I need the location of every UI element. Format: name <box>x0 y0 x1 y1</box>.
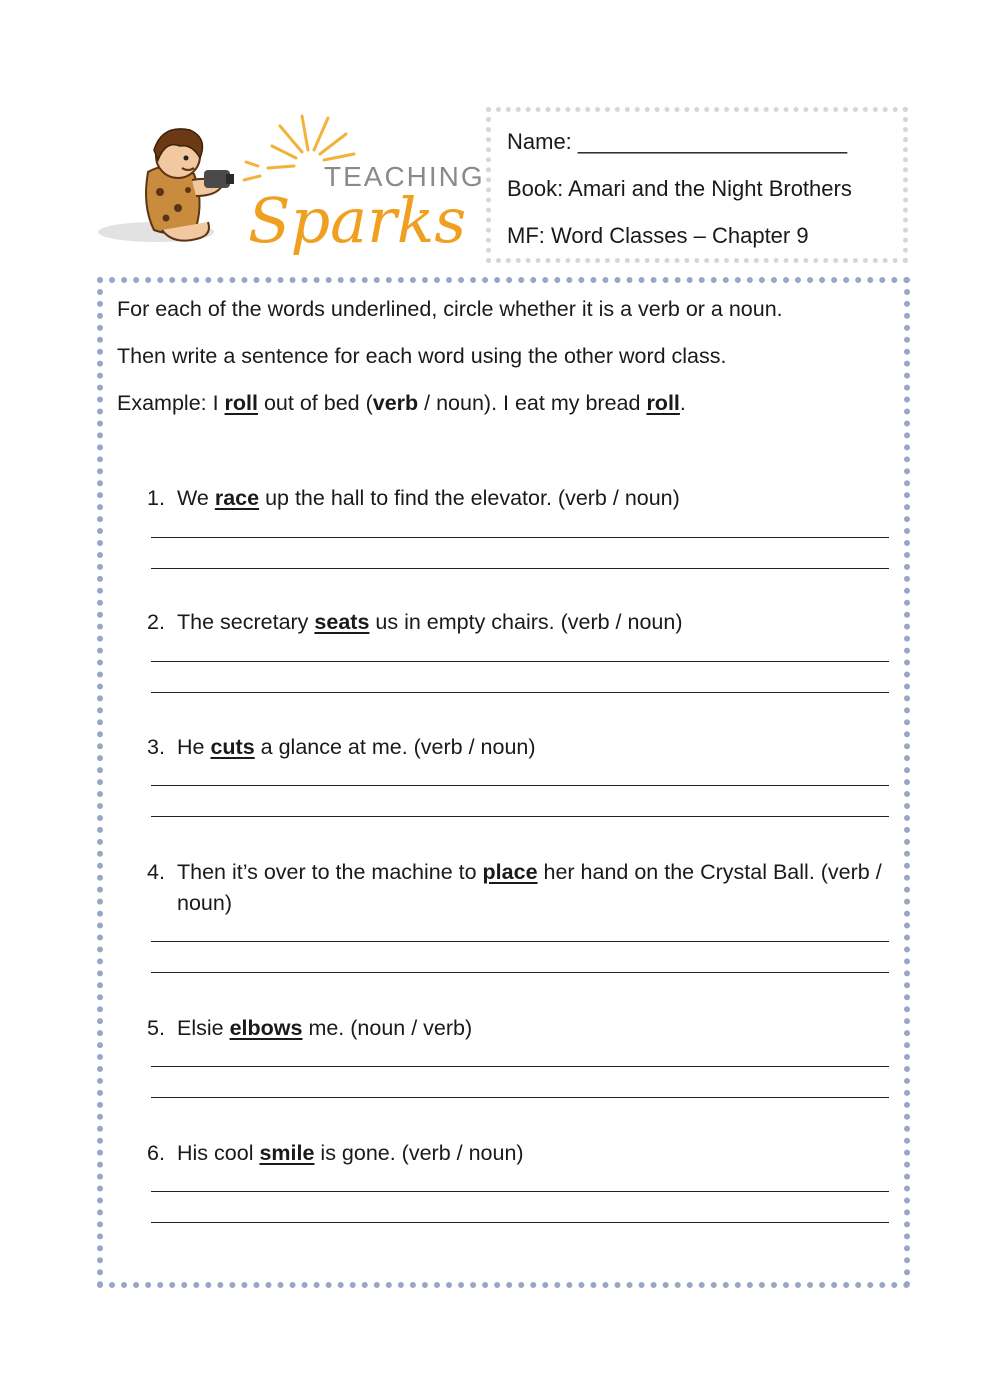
question-6 <box>147 1138 892 1169</box>
name-line <box>507 126 903 173</box>
example-bold-verb: verb <box>372 391 419 415</box>
instruction-line-2: Then write a sentence for each word using the other word class. <box>117 344 727 368</box>
teaching-sparks-logo <box>96 110 485 260</box>
question-keyword: elbows <box>229 1016 303 1040</box>
question-text-post: me. (noun / verb) <box>302 1016 473 1040</box>
example-keyword-2: roll <box>646 391 680 415</box>
question-text-pre: Then it’s over to the machine to <box>177 860 483 884</box>
question-text <box>177 483 892 514</box>
name-field[interactable]: ______________________ <box>577 129 848 154</box>
example-text-4: . <box>679 391 686 415</box>
question-text-post: us in empty chairs. (verb / noun) <box>369 610 683 634</box>
book-line: Book: Amari and the Night Brothers <box>507 176 852 201</box>
answer-line[interactable] <box>151 537 889 538</box>
mf-line: MF: Word Classes – Chapter 9 <box>507 223 809 248</box>
logo-teaching-text: TEACHING <box>324 161 485 192</box>
question-text-post: is gone. (verb / noun) <box>314 1141 524 1165</box>
question-number: 3. <box>147 735 165 759</box>
answer-line[interactable] <box>151 1191 889 1192</box>
question-keyword: cuts <box>210 735 255 759</box>
logo-graphic <box>96 110 485 260</box>
example-keyword-1: roll <box>224 391 258 415</box>
answer-line[interactable] <box>151 661 889 662</box>
question-text-pre: His cool <box>177 1141 260 1165</box>
answer-line[interactable] <box>151 1066 889 1067</box>
question-text <box>177 1013 892 1044</box>
question-number: 4. <box>147 860 165 884</box>
example-text-3: / noun). I eat my bread <box>418 391 647 415</box>
instruction-line-1: For each of the words underlined, circle whether it is a verb or a noun. <box>117 297 783 321</box>
question-keyword: place <box>482 860 538 884</box>
answer-line[interactable] <box>151 941 889 942</box>
question-keyword: race <box>214 486 260 510</box>
answer-line[interactable] <box>151 816 889 817</box>
question-text-pre: He <box>177 735 211 759</box>
question-1 <box>147 483 892 514</box>
question-text-post: a glance at me. (verb / noun) <box>254 735 536 759</box>
caveman-illustration <box>146 129 234 241</box>
question-keyword: smile <box>259 1141 315 1165</box>
question-text <box>177 732 892 763</box>
question-3 <box>147 732 892 763</box>
answer-line[interactable] <box>151 692 889 693</box>
answer-line[interactable] <box>151 1222 889 1223</box>
question-number: 2. <box>147 610 165 634</box>
question-number: 1. <box>147 486 165 510</box>
question-text <box>177 857 892 919</box>
question-text-post: her hand on the Crystal Ball. (verb / noun) <box>177 860 882 915</box>
question-text-pre: The secretary <box>177 610 315 634</box>
question-text-post: up the hall to find the elevator. (verb / noun) <box>259 486 680 510</box>
example-line <box>117 391 686 416</box>
question-text-pre: Elsie <box>177 1016 230 1040</box>
question-text <box>177 1138 892 1169</box>
answer-line[interactable] <box>151 785 889 786</box>
worksheet-frame <box>97 277 910 1288</box>
answer-line[interactable] <box>151 1097 889 1098</box>
answer-line[interactable] <box>151 568 889 569</box>
question-keyword: seats <box>314 610 370 634</box>
question-5 <box>147 1013 892 1044</box>
logo-sparks-text: Sparks <box>248 184 467 257</box>
example-text-1: Example: I <box>117 391 225 415</box>
question-text <box>177 607 892 638</box>
answer-line[interactable] <box>151 972 889 973</box>
question-4 <box>147 857 892 919</box>
question-number: 5. <box>147 1016 165 1040</box>
example-text-2: out of bed ( <box>258 391 373 415</box>
student-info-box <box>486 107 908 263</box>
question-number: 6. <box>147 1141 165 1165</box>
question-2 <box>147 607 892 638</box>
name-label: Name: <box>507 129 572 154</box>
question-text-pre: We <box>177 486 215 510</box>
